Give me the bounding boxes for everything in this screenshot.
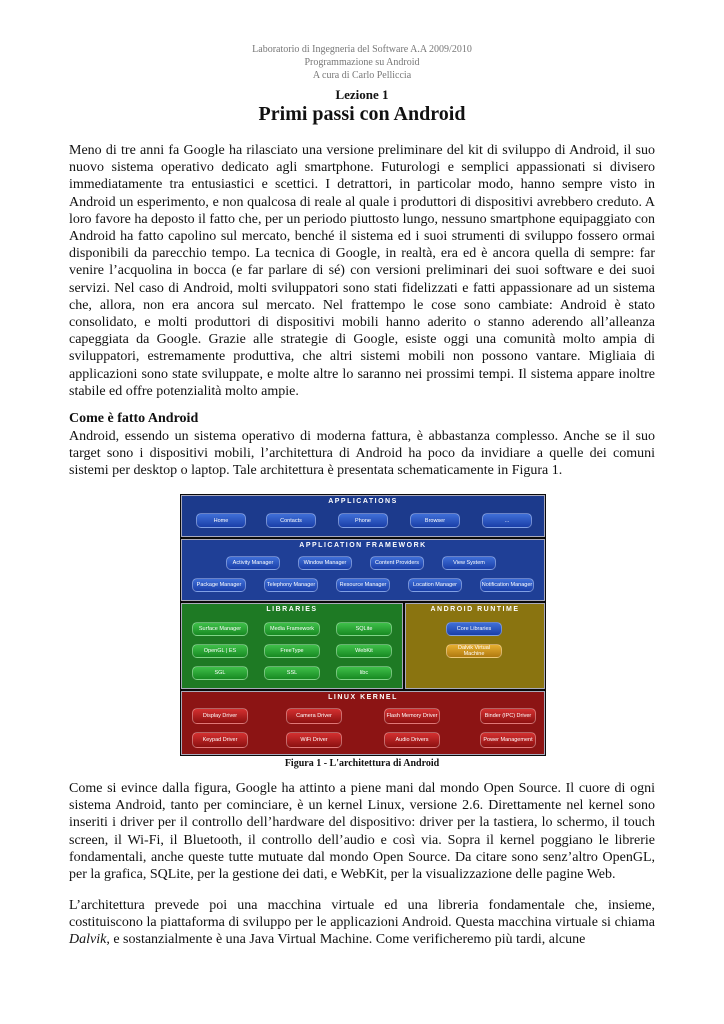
- app-phone: Phone: [338, 513, 388, 528]
- k-keypad-driver: Keypad Driver: [192, 732, 248, 748]
- header-line-1: Laboratorio di Ingegneria del Software A.A 2009/2010: [252, 44, 472, 55]
- k-wifi-driver: WiFi Driver: [286, 732, 342, 748]
- app-home: Home: [196, 513, 246, 528]
- section-heading: Come è fatto Android: [69, 411, 199, 426]
- framework-title: APPLICATION FRAMEWORK: [299, 542, 427, 549]
- libraries-layer: [181, 603, 403, 689]
- lib-surface-manager: Surface Manager: [192, 622, 248, 636]
- lib-media-framework: Media Framework: [264, 622, 320, 636]
- paragraph-4: [69, 897, 655, 949]
- lesson-label: Lezione 1: [335, 87, 389, 102]
- lib-webkit: WebKit: [336, 644, 392, 658]
- k-flash-memory-driver: Flash Memory Driver: [384, 708, 440, 724]
- k-display-driver: Display Driver: [192, 708, 248, 724]
- lib-freetype: FreeType: [264, 644, 320, 658]
- intro-paragraph: Meno di tre anni fa Google ha rilasciato una versione preliminare del kit di sviluppo di Android, il suo nuovo sistema operativo dedicato agli smartphone. Futurologi e semplici appassionati si divisero immediatamente tra entusiastici e scettici. I detrattori, in particolar modo, hanno sempre visto in Android un esperimento, e non qualcosa di reale al quale i produttori di dispositivi avrebbero creduto. A loro favore ha deposto il fatto che, per un periodo piuttosto lungo, nessuno smartphone equipaggiato con Android ha fatto capolino sul mercato, benché il sistema ed i suoi strumenti di sviluppo fossero ormai disponibili da parecchio tempo. La tecnica di Google, in realtà, era ed è ancora quella di sempre: far venire l’acquolina in bocca (e far parlare di sé) con versioni preliminari dei suoi software e dei suoi servizi. Nel caso di Android, molti sviluppatori sono stati fidelizzati e fatti appassionare ad un sistema che, allora, non era ancora sul mercato. Nel frattempo le cose sono cambiate: Android è stato consolidato, e molti produttori di dispositivi mobili hanno aderito o stanno aderendo all’alleanza capeggiata da Google. Grazie alle strategie di Google, esiste oggi una comunità molto ampia di sviluppatori, estremamente produttiva, che altri sistemi mobili non possono vantare. Migliaia di applicazioni sono state sviluppate, e molte altre lo saranno nei prossimi tempi. Il sistema appare inoltre stabile ed offre potenzialità molto ampie.: [69, 143, 655, 399]
- k-power-management: Power Management: [480, 732, 536, 748]
- rt-core-libraries: Core Libraries: [446, 622, 502, 636]
- header-line-2: Programmazione su Android: [304, 57, 420, 68]
- app-contacts: Contacts: [266, 513, 316, 528]
- fw-view-system: View System: [442, 556, 496, 570]
- page-title: Primi passi con Android: [258, 103, 466, 125]
- fw-resource-manager: Resource Manager: [336, 578, 390, 592]
- app-browser: Browser: [410, 513, 460, 528]
- android-architecture-diagram: [180, 494, 546, 756]
- libraries-title: LIBRARIES: [266, 606, 318, 613]
- section-paragraph: Android, essendo un sistema operativo di moderna fattura, è abbastanza complesso. Anche se il suo target sono i dispositivi mobili, l’architettura di Android ha poco da invidiare a quelle dei comuni sistemi per desktop o laptop. Tale architettura è presentata schematicamente in Figura 1.: [69, 429, 655, 479]
- lib-sgl: SGL: [192, 666, 248, 680]
- lib-sqlite: SQLite: [336, 622, 392, 636]
- lib-opengl: OpenGL | ES: [192, 644, 248, 658]
- fw-activity-manager: Activity Manager: [226, 556, 280, 570]
- fw-notification-manager: Notification Manager: [480, 578, 534, 592]
- kernel-title: LINUX KERNEL: [328, 694, 398, 701]
- framework-layer: [181, 539, 545, 601]
- applications-title: APPLICATIONS: [328, 498, 398, 505]
- applications-layer: [181, 495, 545, 537]
- header-line-3: A cura di Carlo Pelliccia: [312, 70, 412, 81]
- app-more: ...: [482, 513, 532, 528]
- paragraph-4-end: , e sostanzialmente è una Java Virtual Machine. Come verificheremo più tardi, alcune: [106, 932, 586, 948]
- lib-libc: libc: [336, 666, 392, 680]
- fw-location-manager: Location Manager: [408, 578, 462, 592]
- fw-window-manager: Window Manager: [298, 556, 352, 570]
- dalvik-term: Dalvik: [69, 932, 107, 948]
- fw-content-providers: Content Providers: [370, 556, 424, 570]
- k-binder-driver: Binder (IPC) Driver: [480, 708, 536, 724]
- runtime-layer: [405, 603, 545, 689]
- lib-ssl: SSL: [264, 666, 320, 680]
- kernel-layer: [181, 691, 545, 755]
- rt-dalvik-vm: Dalvik Virtual Machine: [446, 644, 502, 658]
- k-camera-driver: Camera Driver: [286, 708, 342, 724]
- paragraph-4-start: L’architettura prevede poi una macchina virtuale ed una libreria fondamentale che, insieme, costituiscono la piattaforma di sviluppo per le applicazioni Android. Questa macchina virtuale si chiama: [69, 898, 655, 931]
- paragraph-3: Come si evince dalla figura, Google ha attinto a piene mani dal mondo Open Source. Il cuore di ogni sistema Android, tanto per cominciare, è un kernel Linux, versione 2.6. Direttamente nel kernel sono inseriti i driver per il controllo dell’hardware del dispositivo: driver per la tastiera, lo schermo, il touch screen, il Wi-Fi, il Bluetooth, il controllo dell’audio e così via. Sopra il kernel poggiano le librerie fondamentali, anche queste tutte mutuate dal mondo Open Source. Da citare sono senz’altro OpenGL, per la grafica, SQLite, per la gestione dei dati, e WebKit, per la visualizzazione delle pagine Web.: [69, 781, 655, 883]
- runtime-title: ANDROID RUNTIME: [430, 606, 520, 613]
- figure-caption: Figura 1 - L'architettura di Android: [284, 758, 440, 769]
- k-audio-drivers: Audio Drivers: [384, 732, 440, 748]
- fw-package-manager: Package Manager: [192, 578, 246, 592]
- fw-telephony-manager: Telephony Manager: [264, 578, 318, 592]
